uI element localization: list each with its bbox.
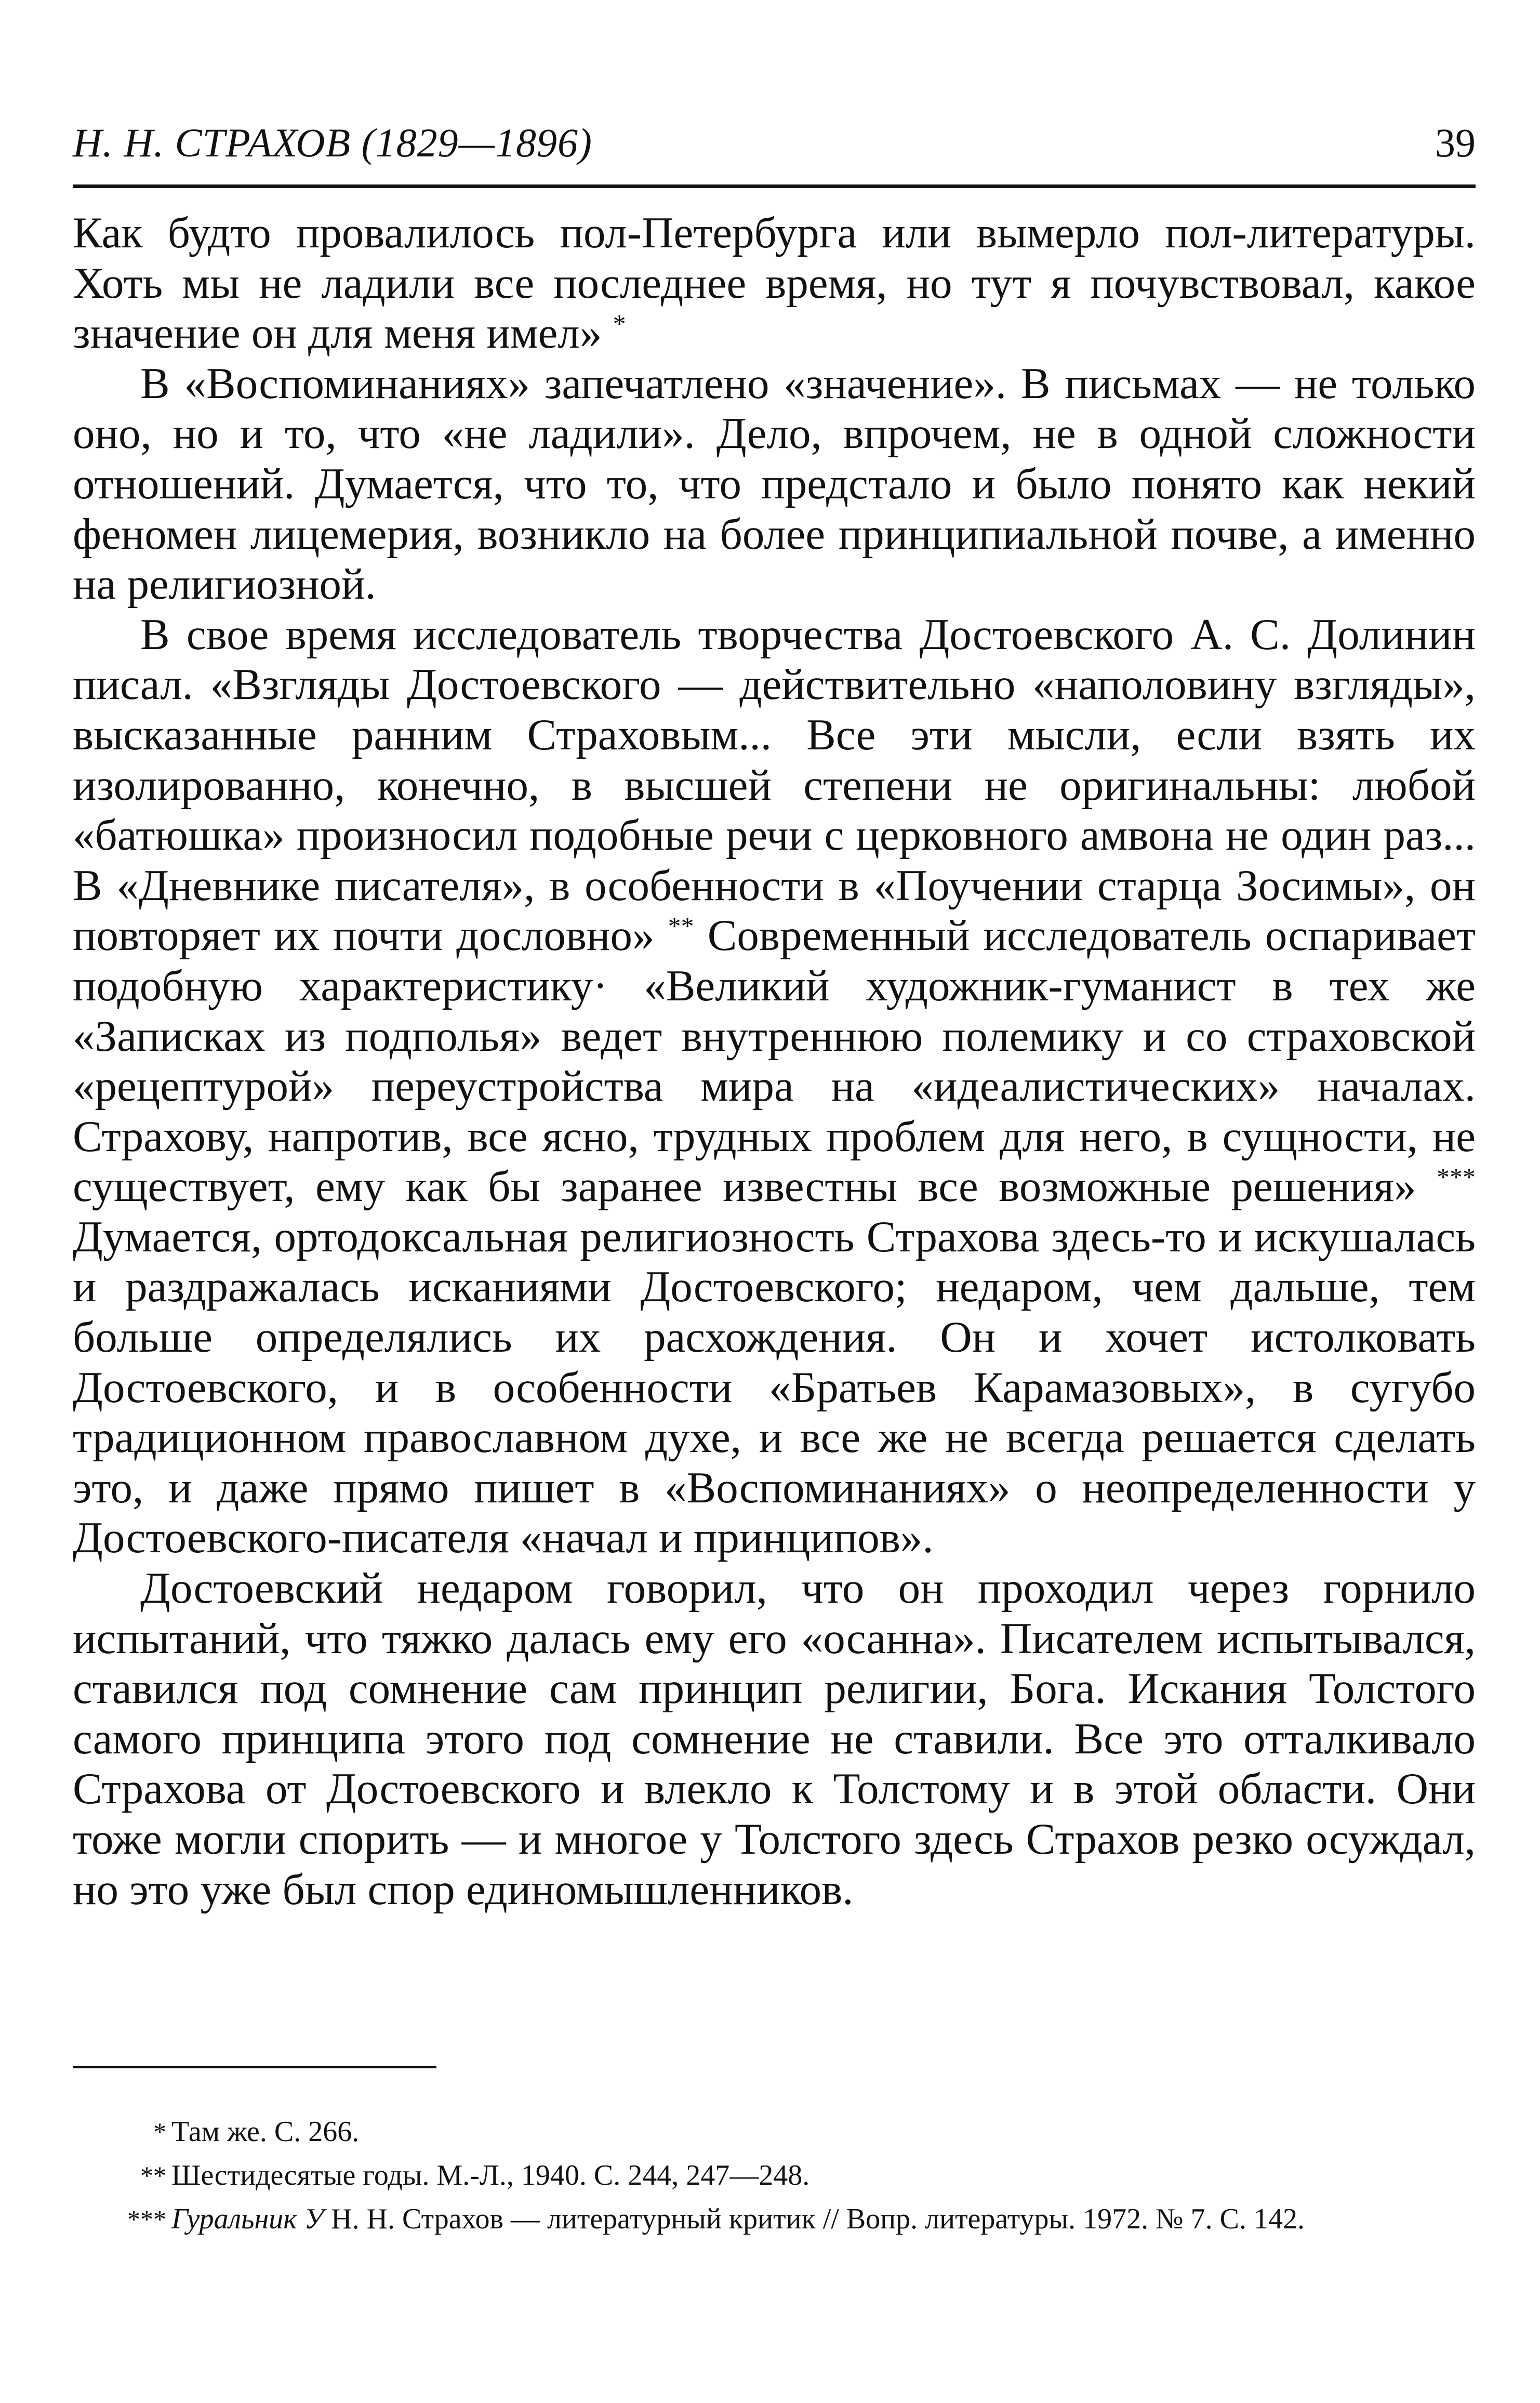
footnote-ref-1: *: [613, 309, 626, 338]
paragraph-2-text: В «Воспоминаниях» запечатлено «значение». В письмах — не только оно, но и то, что «не ладили». Дело, впрочем, не в одной сложности отношений. Думается, что то, что предстало и было понято как некий феномен лицемерия, возникло на более принципиальной почве, а именно на религиозной.: [73, 359, 1476, 609]
running-title: Н. Н. СТРАХОВ (1829—1896): [73, 120, 592, 165]
paragraph-4-text: Достоевский недаром говорил, что он проходил через горнило испытаний, что тяжко далась ему его «осанна». Писателем испытывался, ставился под сомнение сам принцип религии, Бога. Искания Толстого самого принципа этого под сомнение не ставили. Все это отталкивало Страхова от Достоевского и влекло к Толстому и в этой области. Они тоже могли спорить — и многое у Толстого здесь Страхов резко осуждал, но это уже был спор единомышленников.: [73, 1564, 1476, 1914]
footnote-ref-3: ***: [1437, 1162, 1476, 1192]
paragraph-1: [73, 208, 1476, 359]
paragraph-3-text-a: В свое время исследователь творчества Достоевского А. С. Долинин писал. «Взгляды Достоевского — действительно «наполовину взгляды», высказанные ранним Страховым... Все эти мысли, если взять их изолированно, конечно, в высшей степени не оригинальны: любой «батюшка» произносил подобные речи с церковного амвона не один раз... В «Дневнике писателя», в особенности в «Поучении старца Зосимы», он повторяет их почти дословно»: [73, 610, 1476, 960]
footnote-ref-2: **: [668, 911, 694, 941]
paragraph-2: [73, 359, 1476, 610]
footnote-1: [153, 2110, 1476, 2154]
header-rule: [73, 184, 1476, 188]
main-text: [73, 208, 1476, 1915]
paragraph-3-text-b: Современный исследователь оспаривает подобную характеристику· «Великий художник-гуманист в тех же «Записках из подполья» ведет внутреннюю полемику и со страховской «рецептурой» переустройства мира на «идеалистических» началах. Страхову, напротив, все ясно, трудных проблем для него, в сущности, не существует, ему как бы заранее известны все возможные решения»: [73, 911, 1476, 1211]
footnote-3-author: Гуральник У: [171, 2203, 324, 2235]
footnote-1-mark: *: [153, 2117, 166, 2146]
paragraph-3: [73, 610, 1476, 1563]
running-header: [73, 120, 1476, 182]
footnote-2-text: Шестидесятые годы. М.-Л., 1940. С. 244, 247—248.: [171, 2159, 810, 2191]
paragraph-1-text: Как будто провалилось пол-Петербурга или вымерло пол-литературы. Хоть мы не ладили все последнее время, но тут я почувствовал, какое значение он для меня имел»: [73, 208, 1476, 358]
page-number: 39: [1435, 120, 1476, 165]
footnote-3-mark: ***: [127, 2204, 166, 2234]
footnote-rule: [73, 2066, 436, 2068]
footnote-3-text: Н. Н. Страхов — литературный критик // Вопр. литературы. 1972. № 7. С. 142.: [331, 2203, 1305, 2235]
footnote-2-mark: **: [140, 2161, 166, 2190]
footnote-2: [140, 2154, 1476, 2197]
footnotes: [127, 2110, 1476, 2241]
paragraph-3-text-c: Думается, ортодоксальная религиозность Страхова здесь-то и искушалась и раздражалась исканиями Достоевского; недаром, чем дальше, тем больше определялись их расхождения. Он и хочет истолковать Достоевского, и в особенности «Братьев Карамазовых», в сугубо традиционном православном духе, и все же не всегда решается сделать это, и даже прямо пишет в «Воспоминаниях» о неопределенности у Достоевского-писателя «начал и принципов».: [73, 1212, 1476, 1563]
footnote-3: [127, 2197, 1476, 2241]
paragraph-4: [73, 1563, 1476, 1915]
footnote-1-text: Там же. С. 266.: [171, 2116, 360, 2148]
